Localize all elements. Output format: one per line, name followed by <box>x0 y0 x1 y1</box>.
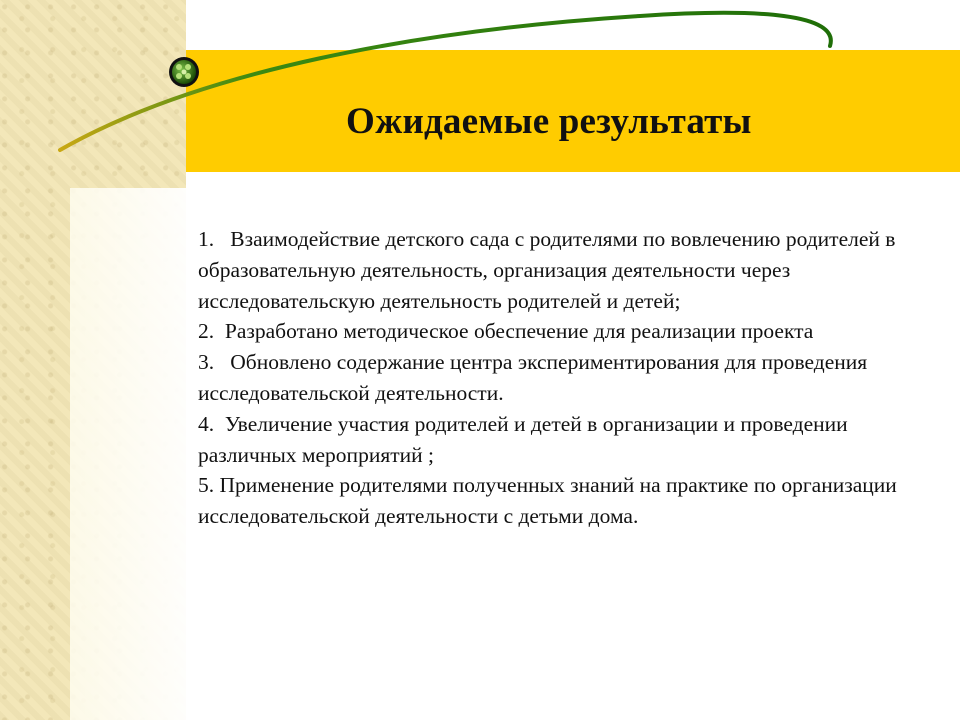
slide-title: Ожидаемые результаты <box>346 101 752 142</box>
item-text: Увеличение участия родителей и детей в организации и проведении различных мероприятий ; <box>198 411 848 467</box>
list-item <box>198 409 928 471</box>
item-text: Разработано методическое обеспечение для реализации проекта <box>224 319 814 344</box>
item-text: Взаимодействие детского сада с родителями по вовлечению родителей в образовательную деятельность, организация деятельности через исследовательскую деятельность родителей и детей; <box>198 227 896 313</box>
item-text: Применение родителями полученных знаний на практике по организации исследовательской деятельности с детьми дома. <box>198 473 897 529</box>
item-number: 2. <box>198 319 215 344</box>
list-item <box>198 224 928 316</box>
decorative-left-inset <box>70 188 186 720</box>
list-item <box>198 347 928 409</box>
item-text: Обновлено содержание центра экспериментирования для проведения исследовательской деятельности. <box>198 350 868 405</box>
item-number: 1. <box>198 227 215 251</box>
results-list <box>198 224 928 532</box>
list-item <box>198 316 928 347</box>
item-number: 5. <box>198 473 215 498</box>
item-number: 3. <box>198 350 215 375</box>
item-number: 4. <box>198 411 215 436</box>
list-item <box>198 470 928 532</box>
